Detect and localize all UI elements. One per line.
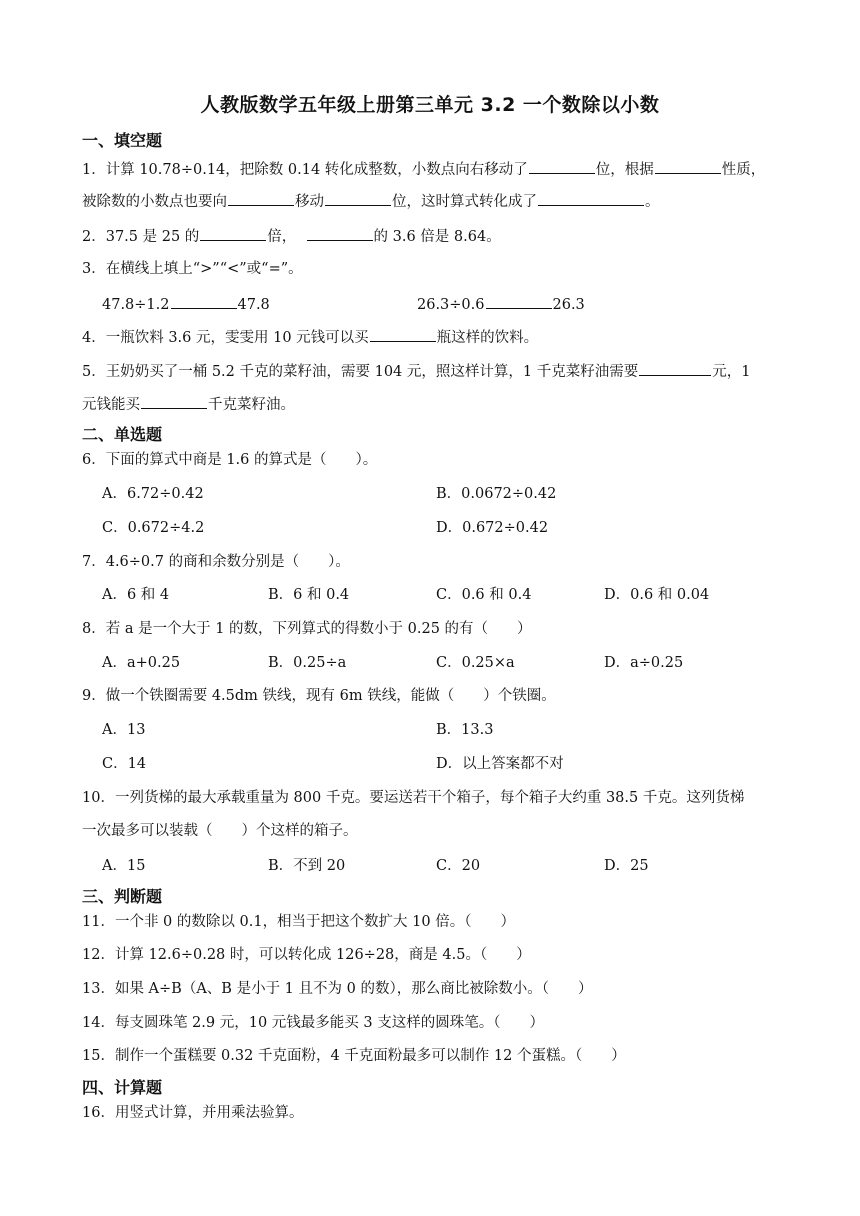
section-heading-calc: 四、计算题 xyxy=(82,1078,163,1097)
answer-blank[interactable] xyxy=(307,225,373,241)
question-10-option-d[interactable]: D．25 xyxy=(604,858,649,874)
question-3-item-1: 47.8÷1.2 47.8 xyxy=(102,293,270,315)
question-13: 13．如果 A÷B（A、B 是小于 1 且不为 0 的数），那么商比被除数小。（ ） xyxy=(82,981,593,997)
answer-blank[interactable] xyxy=(141,393,207,409)
question-6-option-a[interactable]: A．6.72÷0.42 xyxy=(102,486,204,502)
answer-blank[interactable] xyxy=(370,326,436,342)
question-8-stem: 8．若 a 是一个大于 1 的数，下列算式的得数小于 0.25 的有（ ） xyxy=(82,621,532,637)
answer-blank[interactable] xyxy=(228,190,294,206)
question-10-option-a[interactable]: A．15 xyxy=(102,858,146,874)
question-7-option-d[interactable]: D．0.6 和 0.04 xyxy=(604,587,710,603)
page-title: 人教版数学五年级上册第三单元 3.2 一个数除以小数 xyxy=(200,94,660,116)
question-10-option-c[interactable]: C．20 xyxy=(436,858,481,874)
question-7-option-c[interactable]: C．0.6 和 0.4 xyxy=(436,587,532,603)
question-9-option-c[interactable]: C．14 xyxy=(102,756,147,772)
question-9-option-d[interactable]: D．以上答案都不对 xyxy=(436,756,564,772)
answer-blank[interactable] xyxy=(325,190,391,206)
question-5-line-2: 元钱能买 千克菜籽油。 xyxy=(82,393,782,415)
question-1-line-2: 被除数的小数点也要向 移动 位，这时算式转化成了 。 xyxy=(82,190,782,212)
question-8-option-a[interactable]: A．a+0.25 xyxy=(102,655,181,671)
answer-blank[interactable] xyxy=(486,293,552,309)
question-6-option-c[interactable]: C．0.672÷4.2 xyxy=(102,520,205,536)
question-9-stem: 9．做一个铁圈需要 4.5dm 铁线，现有 6m 铁线，能做（ ）个铁圈。 xyxy=(82,688,556,704)
question-2: 2．37.5 是 25 的 倍， 的 3.6 倍是 8.64。 xyxy=(82,225,782,247)
question-1-line-1: 1．计算 10.78÷0.14，把除数 0.14 转化成整数，小数点向右移动了 位，根据 性质， xyxy=(82,158,782,180)
question-6-option-b[interactable]: B．0.0672÷0.42 xyxy=(436,486,557,502)
question-14: 14．每支圆珠笔 2.9 元，10 元钱最多能买 3 支这样的圆珠笔。（ ） xyxy=(82,1015,544,1031)
question-16: 16．用竖式计算，并用乘法验算。 xyxy=(82,1105,304,1121)
question-9-option-b[interactable]: B．13.3 xyxy=(436,722,494,738)
answer-blank[interactable] xyxy=(171,293,237,309)
question-4: 4．一瓶饮料 3.6 元，雯雯用 10 元钱可以买 瓶这样的饮料。 xyxy=(82,326,782,348)
question-9-option-a[interactable]: A．13 xyxy=(102,722,146,738)
question-7-stem: 7．4.6÷0.7 的商和余数分别是（ ）。 xyxy=(82,554,350,570)
section-heading-choice: 二、单选题 xyxy=(82,425,163,444)
section-heading-judge: 三、判断题 xyxy=(82,887,163,906)
question-10-option-b[interactable]: B．不到 20 xyxy=(268,858,346,874)
question-7-option-b[interactable]: B．6 和 0.4 xyxy=(268,587,350,603)
question-8-option-c[interactable]: C．0.25×a xyxy=(436,655,515,671)
answer-blank[interactable] xyxy=(655,158,721,174)
question-15: 15．制作一个蛋糕要 0.32 千克面粉，4 千克面粉最多可以制作 12 个蛋糕。（ ） xyxy=(82,1048,626,1064)
section-heading-fill: 一、填空题 xyxy=(82,131,163,150)
answer-blank[interactable] xyxy=(639,360,711,376)
answer-blank[interactable] xyxy=(200,225,266,241)
answer-blank[interactable] xyxy=(538,190,644,206)
question-11: 11．一个非 0 的数除以 0.1，相当于把这个数扩大 10 倍。（ ） xyxy=(82,914,515,930)
question-7-option-a[interactable]: A．6 和 4 xyxy=(102,587,170,603)
question-5-line-1: 5．王奶奶买了一桶 5.2 千克的菜籽油，需要 104 元，照这样计算，1 千克菜籽油需要 元，1 xyxy=(82,360,782,382)
question-6-stem: 6．下面的算式中商是 1.6 的算式是（ ）。 xyxy=(82,452,378,468)
question-10-stem-line-1: 10．一列货梯的最大承载重量为 800 千克。要运送若干个箱子，每个箱子大约重 38.5 千克。这列货梯 xyxy=(82,790,745,806)
question-8-option-b[interactable]: B．0.25÷a xyxy=(268,655,347,671)
question-8-option-d[interactable]: D．a÷0.25 xyxy=(604,655,684,671)
question-3: 3．在横线上填上“>”“<”或“=”。 xyxy=(82,261,303,277)
question-3-item-2: 26.3÷0.6 26.3 xyxy=(417,293,585,315)
question-6-option-d[interactable]: D．0.672÷0.42 xyxy=(436,520,549,536)
question-10-stem-line-2: 一次最多可以装载（ ）个这样的箱子。 xyxy=(82,823,358,839)
question-12: 12．计算 12.6÷0.28 时，可以转化成 126÷28，商是 4.5。（ ） xyxy=(82,947,531,963)
answer-blank[interactable] xyxy=(529,158,595,174)
